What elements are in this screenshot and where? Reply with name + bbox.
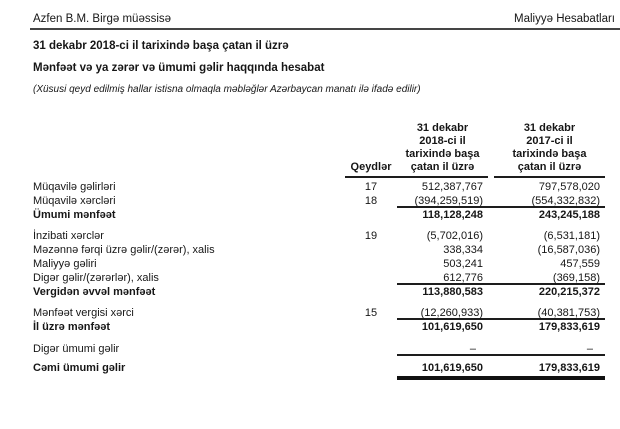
table-row-profit-for-year [33,320,605,334]
value-column-headers [397,122,605,178]
row-value-2018: 338,334 [443,244,483,256]
notes-column-header: Qeydlər [345,161,397,178]
row-value-2018: 101,619,650 [421,321,483,333]
column-header-2017-line4: çatan il üzrə [517,161,582,173]
column-header-2018-line3: tarixində başa [405,148,480,160]
column-header-2017-line1: 31 dekabr [523,122,576,134]
row-value-2017: 797,578,020 [538,181,600,193]
row-label: Vergidən əvvəl mənfəət [33,286,156,298]
currency-note: (Xüsusi qeyd edilmiş hallar istisna olmaqla məbləğlər Azərbaycan manatı ilə ifadə edilir) [33,84,421,95]
row-value-2017: 179,833,619 [538,362,600,374]
table-row-finance-income [33,257,605,271]
row-value-2017: 179,833,619 [538,321,600,333]
row-note: 18 [364,195,378,207]
row-value-2018: 118,128,248 [422,209,483,221]
column-header-2017-line2: 2017-ci il [526,135,573,147]
row-value-2018: (394,259,519) [414,195,483,207]
company-name: Azfen B.M. Birgə müəssisə [33,13,172,25]
row-label: Ümumi mənfəət [33,209,116,221]
table-row-income-tax [33,306,605,320]
total-double-rule [397,376,605,380]
row-label: Mənfəət vergisi xərci [33,307,134,319]
row-value-2017: (6,531,181) [543,230,600,242]
table-row-profit-before-tax [33,285,605,299]
row-note [345,361,397,375]
document-type: Maliyyə Hesabatları [514,13,615,25]
row-value-2018: – [469,343,476,355]
row-label: Müqavilə gəlirləri [33,181,116,193]
row-note: 19 [364,230,378,242]
table-row-contract-costs [33,194,605,208]
row-label: Digər ümumi gəlir [33,343,120,355]
row-note [345,342,397,356]
table-row-total-comprehensive-income [33,361,605,375]
row-value-2018: (5,702,016) [426,230,483,242]
row-value-2017: – [586,343,593,355]
table-row-other-income [33,271,605,285]
row-value-2017: (16,587,036) [537,244,600,256]
row-note [345,271,397,285]
row-note: 15 [364,307,378,319]
row-note [345,285,397,299]
column-header-2018-line4: çatan il üzrə [410,161,475,173]
row-label: İl üzrə mənfəət [33,321,111,333]
column-header-2018 [397,122,488,178]
row-value-2017: 243,245,188 [538,209,600,221]
row-value-2018: 612,776 [443,272,483,284]
table-header [33,116,605,178]
row-value-2018: (12,260,933) [420,307,483,319]
row-value-2018: 113,880,583 [422,286,483,298]
column-header-2018-line2: 2018-ci il [419,135,466,147]
row-value-2017: (554,332,832) [531,195,600,207]
statement-period-title: 31 dekabr 2018-ci il tarixində başa çatan il üzrə [33,40,289,52]
table-row-contract-revenue [33,180,605,194]
document-header [33,13,615,25]
row-label: Cəmi ümumi gəlir [33,362,126,374]
column-header-2018-line1: 31 dekabr [416,122,469,134]
column-header-2017 [494,122,605,178]
table-row-admin-expenses [33,229,605,243]
row-value-2018: 503,241 [443,258,483,270]
row-label: İnzibati xərclər [33,230,104,242]
row-value-2017: (369,158) [552,272,600,284]
row-label: Müqavilə xərcləri [33,195,116,207]
table-row-gross-profit [33,208,605,222]
row-value-2017: 457,559 [560,258,600,270]
income-statement-table [33,116,605,380]
row-note [345,243,397,257]
row-note: 17 [364,181,378,193]
table-row-fx-gain-loss [33,243,605,257]
row-value-2018: 101,619,650 [421,362,483,374]
header-divider [30,28,620,30]
row-label: Məzənnə fərqi üzrə gəlir/(zərər), xalis [33,244,215,256]
table-row-other-comprehensive-income [33,342,605,356]
row-value-2017: 220,215,372 [538,286,600,298]
row-note [345,208,397,222]
statement-title: Mənfəət və ya zərər və ümumi gəlir haqqında hesabat [33,62,325,74]
row-label: Digər gəlir/(zərərlər), xalis [33,272,159,284]
row-value-2017: (40,381,753) [537,307,600,319]
column-header-2017-line3: tarixində başa [512,148,587,160]
row-value-2018: 512,387,767 [421,181,483,193]
row-note [345,257,397,271]
row-label: Maliyyə gəliri [33,258,97,270]
row-note [345,320,397,334]
